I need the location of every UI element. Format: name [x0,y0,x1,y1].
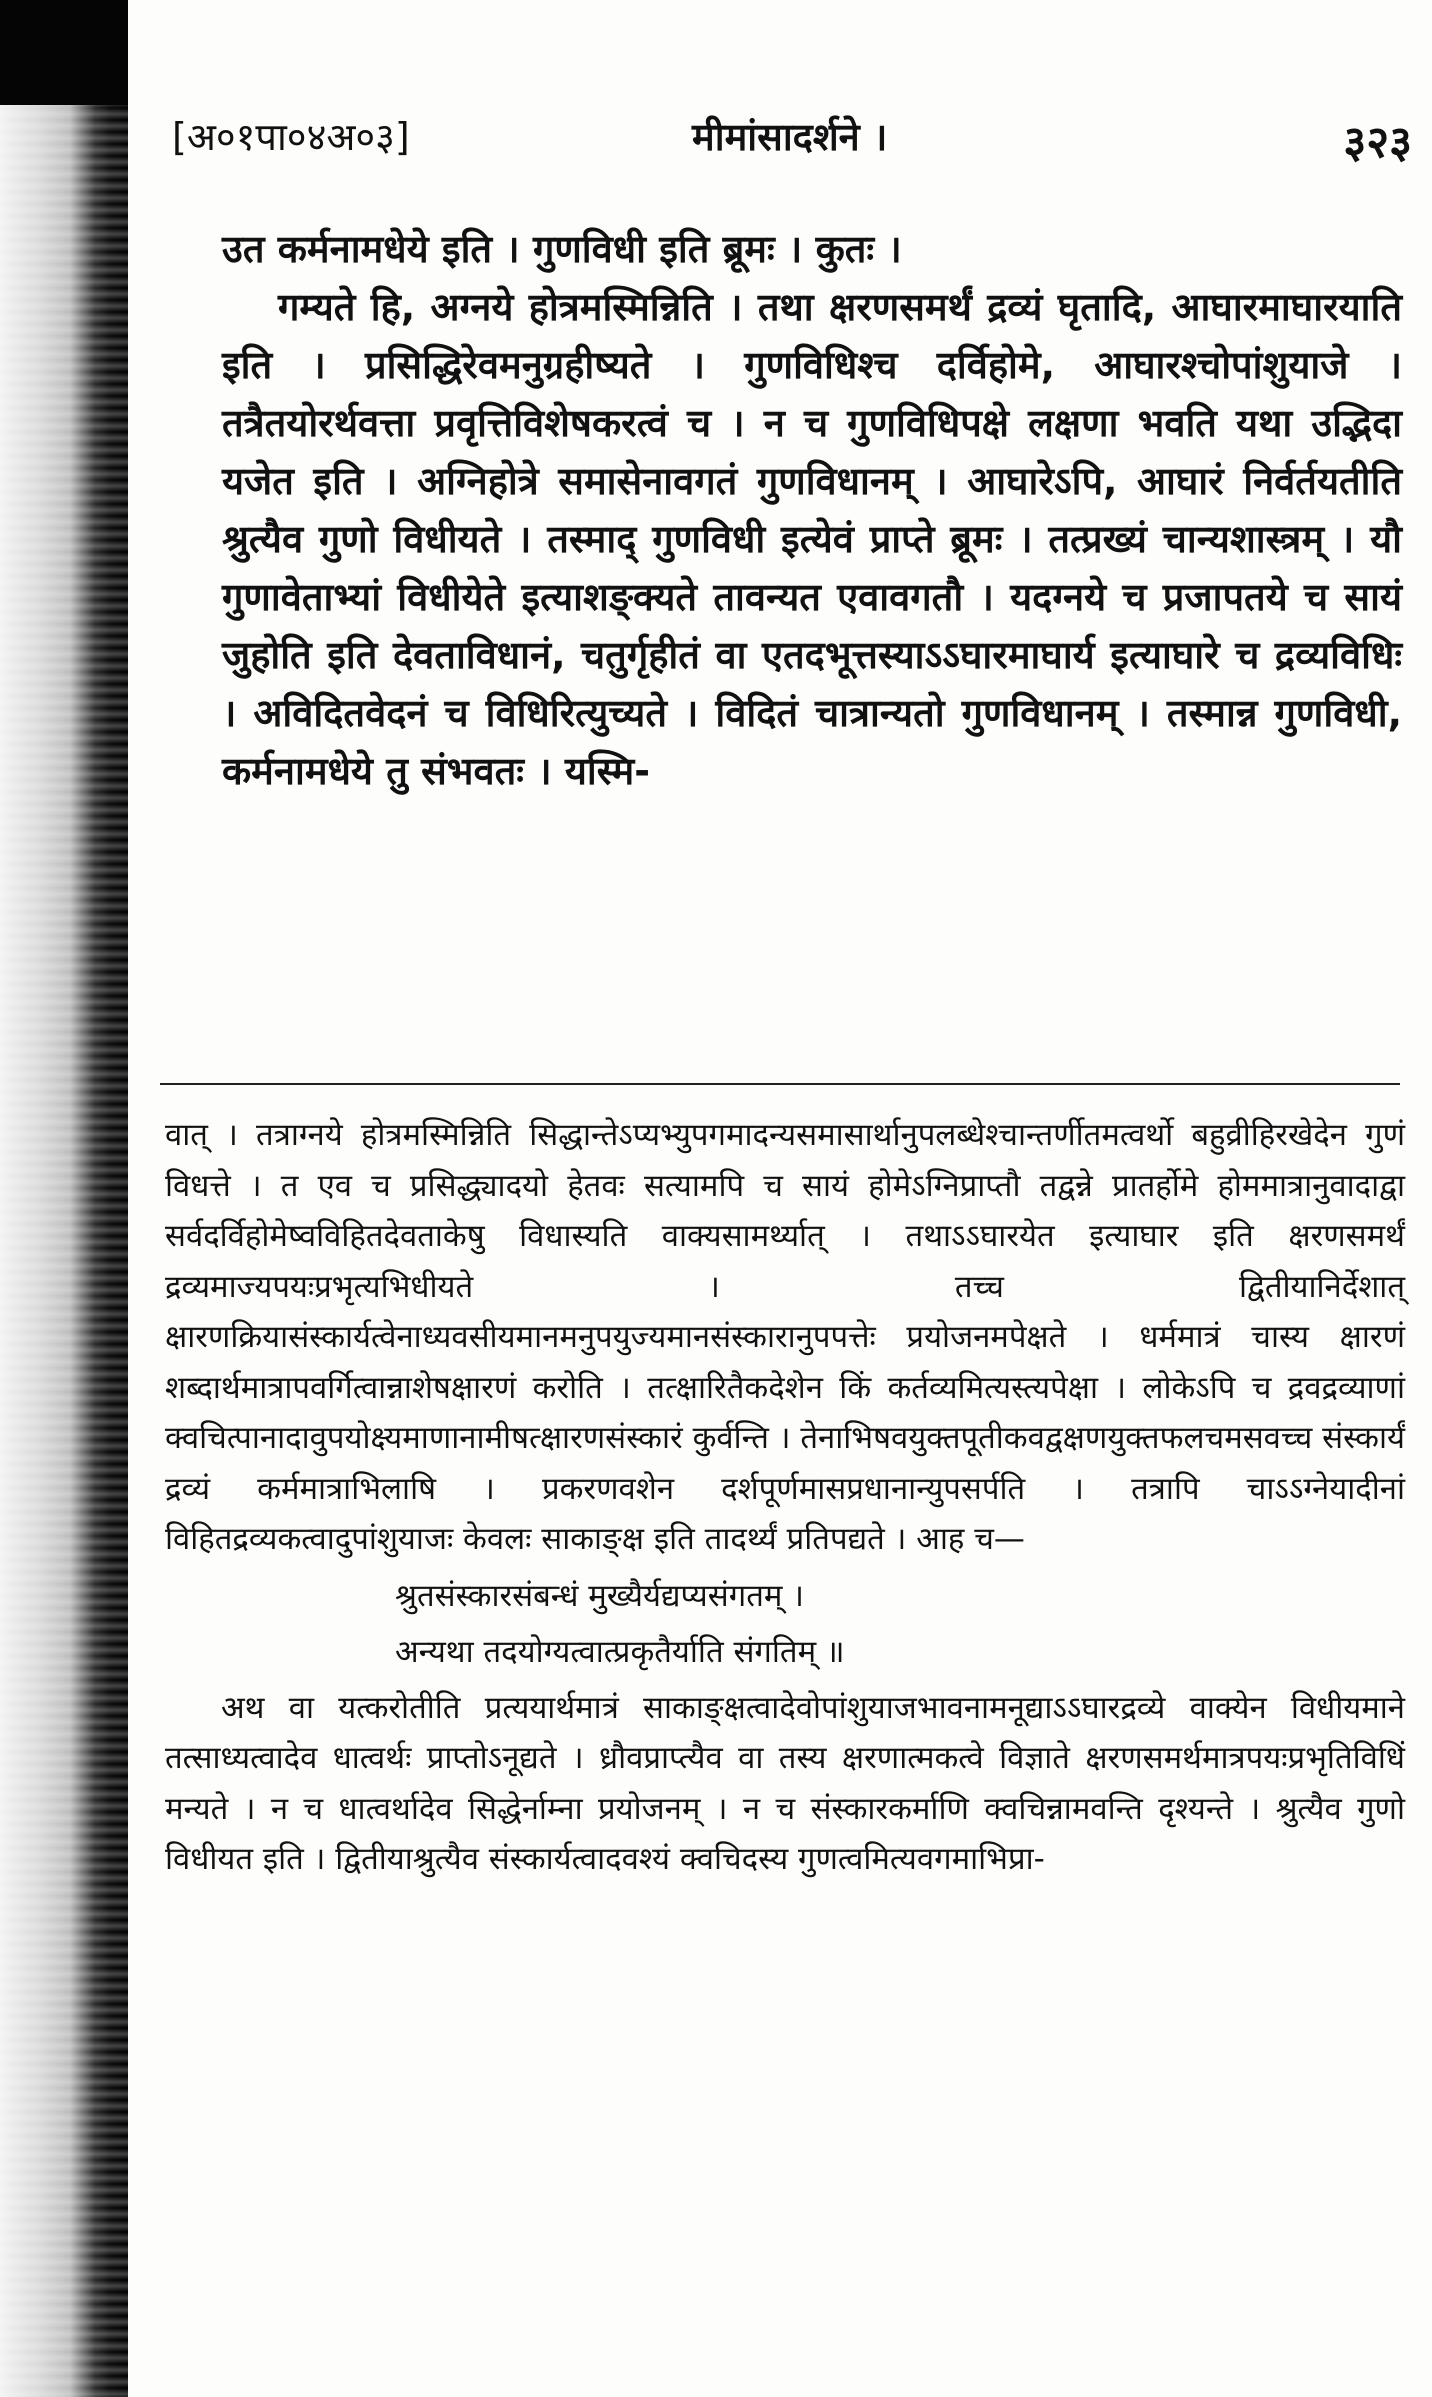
sutra-paragraph-1: उत कर्मनामधेये इति । गुणविधी इति ब्रूमः । कुतः । [222,227,902,271]
verse-line-2: अन्यथा तदयोग्यत्वात्प्रकृतैर्याति संगतिम् ॥ [395,1633,845,1670]
page-header [172,110,1412,180]
page-binding-corner [0,0,128,105]
sutra-paragraph-2: गम्यते हि, अग्नये होत्रमस्मिन्निति । तथा क्षरणसमर्थं द्रव्यं घृतादि, आघारमाघारयाति इति । प्रसिद्धिरेवमनुग्रहीष्यते । गुणविधिश्च दर्विहोमे, आघारश्चोपांशुयाजे । तत्रैतयोरर्थवत्ता प्रवृत्तिविशेषकरत्वं च । न च गुणविधिपक्षे लक्षणा भवति यथा उद्भिदा यजेत इति । अग्निहोत्रे समासेनावगतं गुणविधानम् । आघारेऽपि, आघारं निर्वर्तयतीति श्रुत्यैव गुणो विधीयते । तस्माद् गुणविधी इत्येवं प्राप्ते ब्रूमः । तत्प्रख्यं चान्यशास्त्रम् । यौ गुणावेताभ्यां विधीयेते इत्याशङ्क्यते तावन्यत एवावगतौ । यदग्नये च प्रजापतये च सायं जुहोति इति देवताविधानं, चतुर्गृहीतं वा एतदभूत्तस्याऽऽघारमाघार्य इत्याघारे च द्रव्यविधिः । अविदितवेदनं च विधिरित्युच्यते । विदितं चात्रान्यतो गुणविधानम् । तस्मान्न गुणविधी, कर्मनामधेये तु संभवतः । यस्मि- [222,285,1402,793]
commentary-text [165,1110,1405,1885]
header-title: मीमांसादर्शने । [692,115,888,159]
page-binding-edge [0,0,128,2397]
commentary-paragraph-2: अथ वा यत्करोतीति प्रत्ययार्थमात्रं साकाङ्क्षत्वादेवोपांशुयाजभावनामनूद्याऽऽघारद्रव्ये वाक्येन विधीयमाने तत्साध्यत्वादेव धात्वर्थः प्राप्तोऽनूद्यते । ध्रौवप्राप्त्यैव वा तस्य क्षरणात्मकत्वे विज्ञाते क्षरणसमर्थमात्रपयःप्रभृतिविधिं मन्यते । न च धात्वर्थादेव सिद्धेर्नाम्ना प्रयोजनम् । न च संस्कारकर्माणि क्वचिन्नामवन्ति दृश्यन्ते । श्रुत्यैव गुणो विधीयत इति । द्वितीयाश्रुत्यैव संस्कार्यत्वादवश्यं क्वचिदस्य गुणत्वमित्यवगमाभिप्रा- [165,1689,1405,1877]
page-number: ३२३ [1343,117,1412,168]
section-divider [160,1083,1400,1085]
verse-line-1: श्रुतसंस्कारसंबन्धं मुख्यैर्यद्यप्यसंगतम् । [395,1577,805,1614]
sutra-text [222,220,1402,800]
commentary-paragraph-1: वात् । तत्राग्नये होत्रमस्मिन्निति सिद्धान्तेऽप्यभ्युपगमादन्यसमासार्थानुपलब्धेश्चान्तर्णीतमत्वर्थो बहुव्रीहिरखेदेन गुणं विधत्ते । त एव च प्रसिद्ध्यादयो हेतवः सत्यामपि च सायं होमेऽग्निप्राप्तौ तद्वन्ने प्रातर्होमे होममात्रानुवादाद्वा सर्वदर्विहोमेष्वविहितदेवताकेषु विधास्यति वाक्यसामर्थ्यात् । तथाऽऽघारयेत इत्याघार इति क्षरणसमर्थं द्रव्यमाज्यपयःप्रभृत्यभिधीयते । तच्च द्वितीयानिर्देशात् क्षारणक्रियासंस्कार्यत्वेनाध्यवसीयमानमनुपयुज्यमानसंस्कारानुपपत्तेः प्रयोजनमपेक्षते । धर्ममात्रं चास्य क्षारणं शब्दार्थमात्रापवर्गित्वान्नाशेषक्षारणं करोति । तत्क्षारितैकदेशेन किं कर्तव्यमित्यस्त्यपेक्षा । लोकेऽपि च द्रवद्रव्याणां क्वचित्पानादावुपयोक्ष्यमाणानामीषत्क्षारणसंस्कारं कुर्वन्ति । तेनाभिषवयुक्तपूतीकवद्वक्षणयुक्तफलचमसवच्च संस्कार्यं द्रव्यं कर्ममात्राभिलाषि । प्रकरणवशेन दर्शपूर्णमासप्रधानान्युपसर्पति । तत्रापि चाऽऽग्नेयादीनां विहितद्रव्यकत्वादुपांशुयाजः केवलः साकाङ्क्ष इति तादर्थ्यं प्रतिपद्यते । आह च— [165,1117,1405,1557]
header-reference: [अ०१पा०४अ०३] [172,115,410,159]
